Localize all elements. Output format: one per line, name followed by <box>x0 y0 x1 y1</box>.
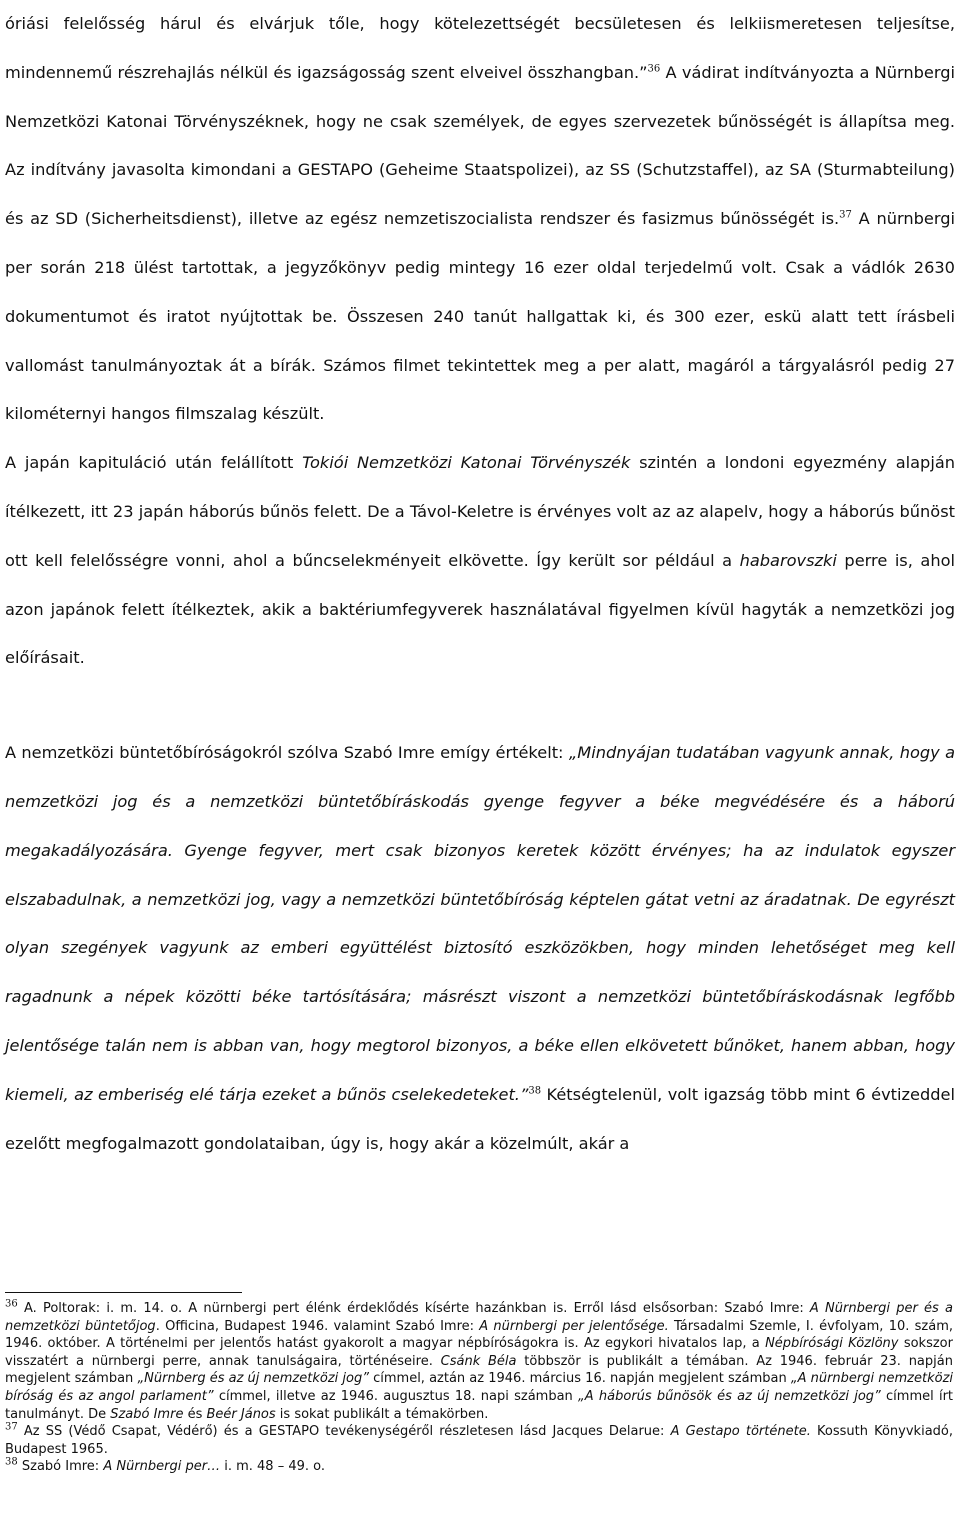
footnote-number: 36 <box>5 1298 18 1310</box>
paragraph-nuremberg <box>5 0 955 439</box>
text-run: A japán kapituláció után felállított <box>5 453 303 473</box>
paragraph-gap <box>5 683 955 729</box>
italic-name: Szabó Imre <box>110 1406 184 1422</box>
text-run: többször is publikált a témában. Az 1946. február 23. napján megjelent számban <box>5 1353 953 1387</box>
text-run: i. m. 48 – 49. o. <box>220 1459 326 1475</box>
text-run: . Officina, Budapest 1946. valamint Szabó Imre: <box>155 1318 480 1334</box>
text-run: Kossuth Könyvkiadó, Budapest 1965. <box>5 1424 953 1457</box>
italic-title: A nürnbergi per jelentősége. <box>479 1318 669 1334</box>
text-run: címmel írt tanulmányt. De <box>5 1388 954 1422</box>
text-run: óriási felelősség hárul és elvárjuk tőle, hogy kötelezettségét becsületesen és lelkiismeretesen teljesítse, mindennemű részrehajlás nélkül és igazságosság szent elveivel összhangban.” <box>5 14 955 82</box>
italic-quote: „Mindnyájan tudatában vagyunk annak, hogy a nemzetközi jog és a nemzetközi büntetőbíráskodás gyenge fegyver a béke megvédésére és a háború megakadályozására. Gyenge fegyver, mert csak bizonyos keretek között érvényes; ha az indulatok egyszer elszabadulnak, a nemzetközi jog, vagy a nemzetközi büntetőbíróság képtelen gátat vetni az áradatnak. De egyrészt olyan szegények vagyunk az emberi együttélést biztosító eszközökben, hogy minden lehetőséget meg kell ragadnunk a népek közötti béke tartósítására; másrészt viszont a nemzetközi büntetőbíráskodásnak legfőbb jelentősége talán nem is abban van, hogy megtorol bizonyos, a béke ellen elkövetett bűnöket, hanem abban, hogy kiemeli, az emberiség elé tárja ezeket a bűnös cselekedeteket.” <box>5 743 955 1104</box>
italic-title: „A háborús bűnösök és az új nemzetközi jog” <box>578 1388 881 1404</box>
main-text <box>5 0 955 1168</box>
text-run: Az SS (Védő Csapat, Védérő) és a GESTAPO tevékenységéről részletesen lásd Jacques Delarue: <box>17 1424 671 1440</box>
italic-name: Csánk Béla <box>440 1353 517 1369</box>
italic-trial-name: habarovszki <box>739 550 837 570</box>
text-run: címmel, aztán az 1946. március 16. napján megjelent számban <box>368 1371 791 1387</box>
text-run: A vádirat indítványozta a Nürnbergi Nemzetközi Katonai Törvényszéknek, hogy ne csak személyek, de egyes szervezetek bűnösségét is állapítsa meg. Az indítvány javasolta kimondani a GESTAPO (Geheime Staatspolizei), az SS (Schutzstaffel), az SA (Sturmabteilung) és az SD (Sicherheitsdienst), illetve az egész nemzetiszocialista rendszer és fasizmus bűnösségét is. <box>5 62 955 229</box>
text-run: címmel, illetve az 1946. augusztus 18. napi számban <box>213 1388 579 1404</box>
text-run: Kétségtelenül, volt igazság több mint 6 évtizeddel ezelőtt megfogalmazott gondolataiban, úgy is, hogy akár a közelmúlt, akár a <box>5 1084 955 1153</box>
italic-title: Népbírósági Közlöny <box>765 1336 899 1352</box>
footnote-36 <box>5 1300 953 1423</box>
italic-title: A Nürnbergi per… <box>103 1459 221 1475</box>
text-run: A. Poltorak: i. m. 14. o. A nürnbergi pert élénk érdeklődés kísérte hazánkban is. Erről lásd elsősorban: Szabó Imre: <box>17 1301 810 1316</box>
footnote-ref-36[interactable]: 36 <box>647 63 661 75</box>
text-run: A nemzetközi büntetőbíróságokról szólva Szabó Imre emígy értékelt: <box>5 743 569 763</box>
text-run: szintén a londoni egyezmény alapján ítélkezett, itt 23 japán háborús bűnös felett. De a Távol-Keletre is érvényes volt az az alapelv, hogy a háborús bűnöst ott kell felelősségre vonni, ahol a bűncselekményeit elkövette. Így került sor például a <box>5 453 956 570</box>
footnotes <box>5 1300 953 1476</box>
footnote-number: 38 <box>5 1457 18 1469</box>
footnote-ref-37[interactable]: 37 <box>839 209 852 221</box>
footnote-number: 37 <box>5 1421 18 1433</box>
text-run: Társadalmi Szemle, I. évfolyam, 10. szám, 1946. október. A történelmi per jelentős hatást gyakorolt a magyar népbíróságokra is. Az egykori hivatalos lap, a <box>5 1318 953 1352</box>
footnote-37 <box>5 1423 953 1458</box>
text-run: sokszor visszatért a nürnbergi perre, annak tanulságaira, történéseire. <box>5 1336 953 1369</box>
italic-title: A Nürnbergi per és a nemzetközi büntetőjog <box>5 1301 954 1334</box>
paragraph-szabo <box>5 729 955 1168</box>
italic-title: „Nürnberg és az új nemzetközi jog” <box>137 1371 369 1387</box>
paragraph-tokyo <box>5 439 955 683</box>
text-run: A nürnbergi per során 218 ülést tartottak, a jegyzőkönyv pedig mintegy 16 ezer oldal terjedelmű volt. Csak a vádlók 2630 dokumentumot és iratot nyújtottak be. Összesen 240 tanút hallgattak ki, és 300 ezer, eskü alatt tett írásbeli vallomást tanulmányoztak át a bírák. Számos filmet tekintettek meg a per alatt, magáról a tárgyalásról pedig 27 kilométernyi hangos filmszalag készült. <box>5 209 955 424</box>
text-run: is sokat publikált a témakörben. <box>275 1406 489 1422</box>
footnote-ref-38[interactable]: 38 <box>528 1085 542 1097</box>
text-run: Szabó Imre: <box>17 1459 104 1475</box>
text-run: és <box>183 1406 207 1422</box>
italic-title: A Gestapo története. <box>670 1424 811 1440</box>
footnote-separator <box>5 1292 242 1293</box>
italic-title: „A nürnbergi nemzetközi bíróság és az angol parlament” <box>5 1371 954 1404</box>
italic-name: Beér János <box>206 1406 276 1422</box>
italic-court-name: Tokiói Nemzetközi Katonai Törvényszék <box>302 453 631 473</box>
text-run: perre is, ahol azon japánok felett ítélkeztek, akik a baktériumfegyverek használatával figyelmen kívül hagyták a nemzetközi jog előírásait. <box>5 550 955 668</box>
footnote-38 <box>5 1458 953 1476</box>
